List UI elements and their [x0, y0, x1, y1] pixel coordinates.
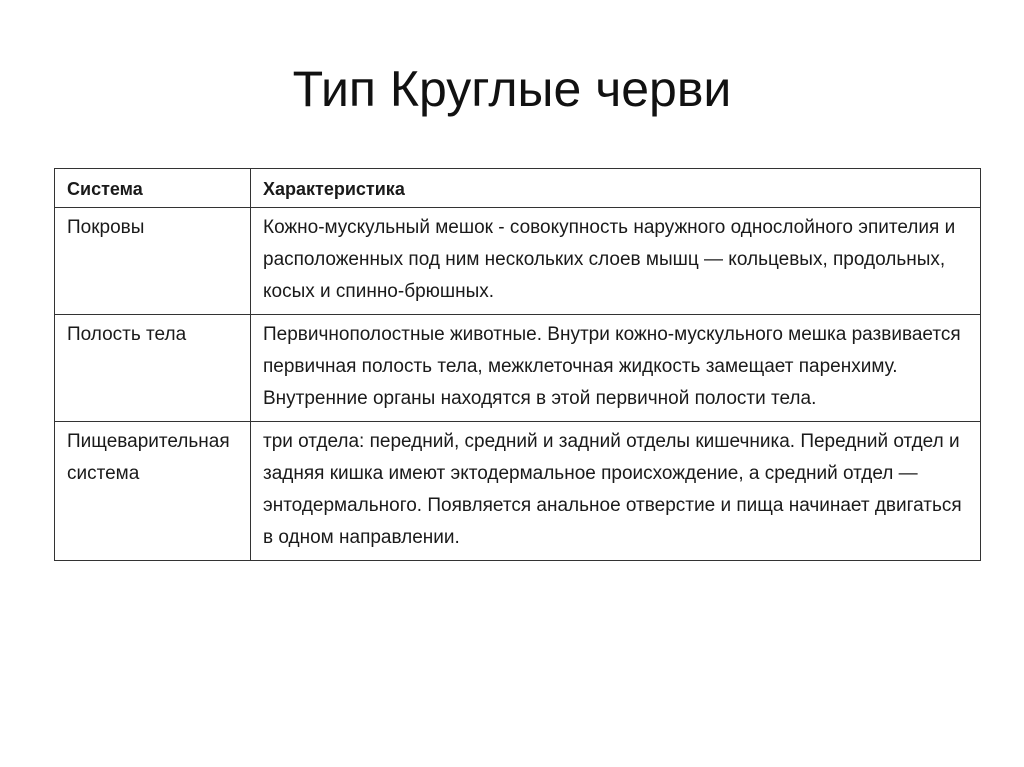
- table-row: [55, 422, 981, 561]
- table-row: [55, 315, 981, 422]
- row-system-cell: Пищеварительная система: [55, 422, 251, 561]
- table-header-row: [55, 169, 981, 208]
- table-container: [54, 168, 980, 561]
- row-description-cell: Первичнополостные животные. Внутри кожно-мускульного мешка развивается первичная полость тела, межклеточная жидкость замещает паренхиму. Внутренние органы находятся в этой первичной полости тела.: [251, 315, 981, 422]
- slide-title: Тип Круглые черви: [292, 61, 732, 117]
- header-characteristic: Характеристика: [251, 169, 981, 208]
- characteristics-table: [54, 168, 981, 561]
- row-system-cell: Полость тела: [55, 315, 251, 422]
- row-description-cell: Кожно-мускульный мешок - совокупность наружного однослойного эпителия и расположенных под ним нескольких слоев мышц — кольцевых, продольных, косых и спинно-брюшных.: [251, 208, 981, 315]
- header-system: Система: [55, 169, 251, 208]
- row-description-cell: три отдела: передний, средний и задний отделы кишечника. Передний отдел и задняя кишка имеют эктодермальное происхождение, а средний отдел — энтодермального. Появляется анальное отверстие и пища начинает двигаться в одном направлении.: [251, 422, 981, 561]
- row-system-cell: Покровы: [55, 208, 251, 315]
- table-row: [55, 208, 981, 315]
